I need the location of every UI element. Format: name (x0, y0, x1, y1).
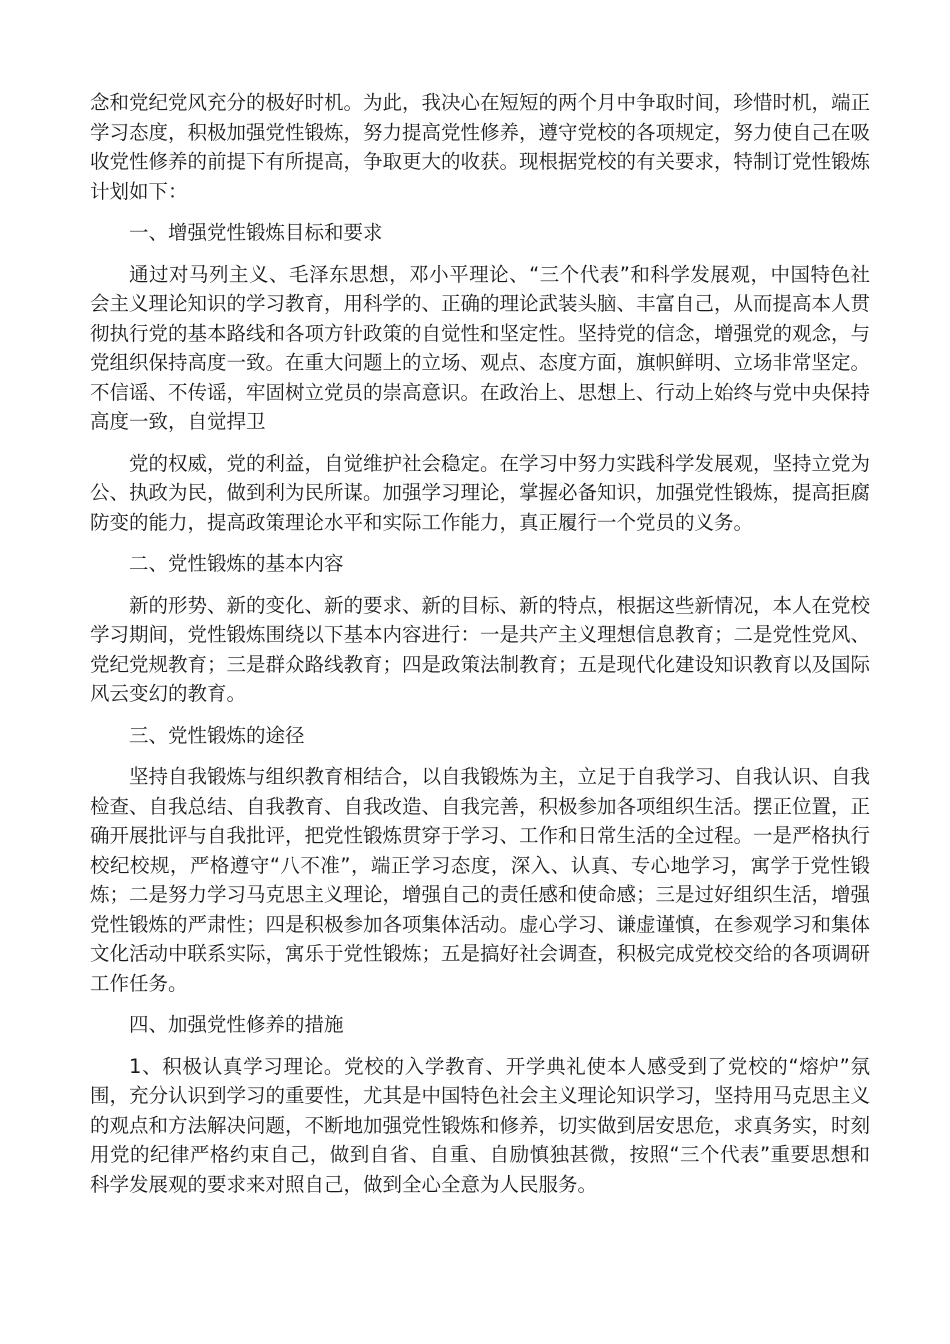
paragraph-intro: 念和党纪党风充分的极好时机。为此，我决心在短短的两个月中争取时间，珍惜时机，端正学习态度，积极加强党性锻炼，努力提高党性修养，遵守党校的各项规定，努力使自己在吸收党性修养的前提下有所提高，争取更大的收获。现根据党校的有关要求，特制订党性锻炼计划如下： (90, 91, 871, 203)
paragraph-section-1-b: 党的权威，党的利益，自觉维护社会稳定。在学习中努力实践科学发展观，坚持立党为公、执政为民，做到利为民所谋。加强学习理论，掌握必备知识，加强党性锻炼，提高拒腐防变的能力，提高政策理论水平和实际工作能力，真正履行一个党员的义务。 (90, 451, 871, 534)
paragraph-section-3: 坚持自我锻炼与组织教育相结合，以自我锻炼为主，立足于自我学习、自我认识、自我检查、自我总结、自我教育、自我改造、自我完善，积极参加各项组织生活。摆正位置，正确开展批评与自我批评，把党性锻炼贯穿于学习、工作和日常生活的全过程。一是严格执行校纪校规，严格遵守“八不准”，端正学习态度，深入、认真、专心地学习，寓学于党性锻炼；二是努力学习马克思主义理论，增强自己的责任感和使命感；三是过好组织生活，增强党性锻炼的严肃性；四是积极参加各项集体活动。虚心学习、谦虚谨慎，在参观学习和集体文化活动中联系实际，寓乐于党性锻炼；五是搞好社会调查，积极完成党校交给的各项调研工作任务。 (90, 765, 871, 995)
section-heading-4: 四、加强党性修养的措施 (129, 1013, 344, 1036)
section-heading-1: 一、增强党性锻炼目标和要求 (129, 221, 383, 244)
section-heading-2: 二、党性锻炼的基本内容 (129, 552, 344, 575)
paragraph-section-1-a: 通过对马列主义、毛泽东思想，邓小平理论、“三个代表”和科学发展观，中国特色社会主义理论知识的学习教育，用科学的、正确的理论武装头脑、丰富自己，从而提高本人贯彻执行党的基本路线和各项方针政策的自觉性和坚定性。坚持党的信念，增强党的观念，与党组织保持高度一致。在重大问题上的立场、观点、态度方面，旗帜鲜明、立场非常坚定。不信谣、不传谣，牢固树立党员的崇高意识。在政治上、思想上、行动上始终与党中央保持高度一致，自觉捍卫 (90, 262, 871, 433)
paragraph-section-2: 新的形势、新的变化、新的要求、新的目标、新的特点，根据这些新情况，本人在党校学习期间，党性锻炼围绕以下基本内容进行：一是共产主义理想信息教育；二是党性党风、党纪党规教育；三是群众路线教育；四是政策法制教育；五是现代化建设知识教育以及国际风云变幻的教育。 (90, 593, 871, 705)
section-heading-3: 三、党性锻炼的途径 (129, 723, 305, 747)
paragraph-section-4: 1、积极认真学习理论。党校的入学教育、开学典礼使本人感受到了党校的“熔炉”氛围，充分认识到学习的重要性，尤其是中国特色社会主义理论知识学习，坚持用马克思主义的观点和方法解决问题，不断地加强党性锻炼和修养，切实做到居安思危，求真务实，时刻用党的纪律严格约束自己，做到自省、自重、自励慎独甚微，按照“三个代表”重要思想和科学发展观的要求来对照自己，做到全心全意为人民服务。 (90, 1054, 871, 1196)
document-page (90, 88, 870, 1211)
